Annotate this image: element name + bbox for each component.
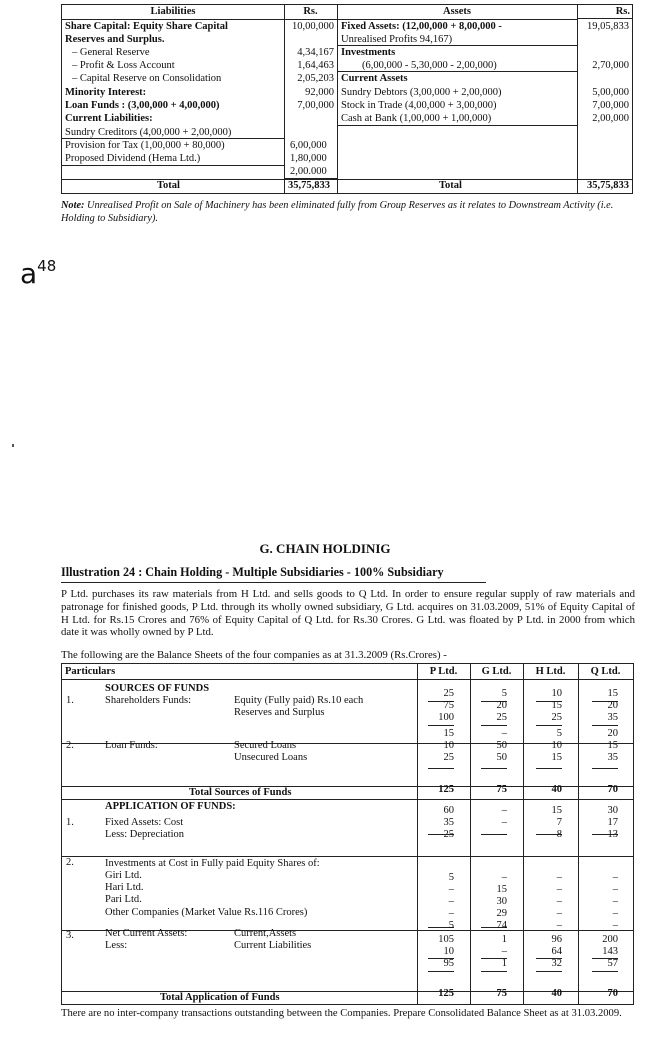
value-cell-nca: 32 <box>551 958 562 969</box>
row-number: 3. <box>66 930 74 941</box>
total-left: 35,75,833 <box>288 180 330 191</box>
secured-loans-label: Secured Loans <box>234 740 297 751</box>
value-cell-total-application: 40 <box>551 988 562 999</box>
value-cell-reserves: 20 <box>607 700 618 711</box>
sources-heading: SOURCES OF FUNDS <box>105 683 210 694</box>
page-number <box>20 250 56 290</box>
value-cell-pari: 30 <box>496 896 507 907</box>
value-cell-inv-total: 5 <box>448 920 454 931</box>
liability-amount: 1,80,000 <box>290 153 327 164</box>
header-liabilities: Liabilities <box>62 5 284 20</box>
value-cell-total-sources: 40 <box>551 784 562 795</box>
value-cell-hari: 15 <box>496 884 507 895</box>
value-cell-total-sources: 70 <box>607 784 618 795</box>
asset-label: Unrealised Profits 94,167) <box>341 34 453 45</box>
liability-amount: 2,00.000 <box>290 166 327 177</box>
col-header-particulars: Particulars <box>65 666 116 677</box>
section-title: G. CHAIN HOLDINIG <box>259 541 391 556</box>
application-heading: APPLICATION OF FUNDS: <box>105 801 236 812</box>
fixed-assets-label: Fixed Assets: Cost <box>105 817 184 828</box>
value-cell-fixed-cost: 30 <box>607 805 618 816</box>
asset-amount: 2,00,000 <box>592 113 629 124</box>
col-header-p-ltd: P Ltd. <box>429 666 458 677</box>
asset-label-fixed: Fixed Assets: (12,00,000 + 8,00,000 - <box>341 21 502 32</box>
liability-amount: 6,00,000 <box>290 140 327 151</box>
value-cell-total-sources: 75 <box>496 784 507 795</box>
value-cell-inv-total: 74 <box>496 920 507 931</box>
value-cell-loan-total: 35 <box>607 752 618 763</box>
value-cell-unsecured: 15 <box>607 740 618 751</box>
value-cell-secured: – <box>501 728 507 739</box>
value-cell-depreciation: 35 <box>443 817 454 828</box>
value-cell-total-application: 70 <box>607 988 618 999</box>
pari-label: Pari Ltd. <box>105 894 142 905</box>
liability-label: – Profit & Loss Account <box>72 60 175 71</box>
value-cell-nca: 1 <box>501 958 507 969</box>
value-cell-reserves: 15 <box>551 700 562 711</box>
company-balance-sheets-table <box>61 663 634 1005</box>
value-cell-secured: 20 <box>607 728 618 739</box>
giri-label: Giri Ltd. <box>105 870 142 881</box>
liability-amount: 7,00,000 <box>297 100 334 111</box>
value-cell-other: 29 <box>496 908 507 919</box>
liability-label: Proposed Dividend (Hema Ltd.) <box>65 153 201 164</box>
value-cell-fixed-net: – <box>501 829 507 840</box>
liability-label: – General Reserve <box>72 47 150 58</box>
value-cell-loan-total: 25 <box>443 752 454 763</box>
liability-label: Loan Funds : (3,00,000 + 4,00,000) <box>65 100 220 111</box>
col-header-q-ltd: Q Ltd. <box>590 666 621 677</box>
col-header-g-ltd: G Ltd. <box>481 666 512 677</box>
investments-label: Investments at Cost in Fully paid Equity Shares of: <box>105 858 320 869</box>
current-assets-label: Current,Assets <box>234 928 297 939</box>
total-sources-label: Total Sources of Funds <box>189 787 292 798</box>
value-cell-reserves: 20 <box>496 700 507 711</box>
value-cell-fixed-net: 8 <box>556 829 562 840</box>
value-cell-sh-total: 25 <box>496 712 507 723</box>
illustration-title: Illustration 24 : Chain Holding - Multiple Subsidiaries - 100% Subsidiary <box>61 565 444 579</box>
value-cell-total-sources: 125 <box>438 784 454 795</box>
value-cell-current-liab: – <box>501 946 507 957</box>
row-number: 2. <box>66 740 74 751</box>
asset-label: Sundry Debtors (3,00,000 + 2,00,000) <box>341 87 502 98</box>
liability-amount: 92,000 <box>305 87 334 98</box>
asset-label <box>341 20 502 33</box>
value-cell-other: – <box>612 908 618 919</box>
asset-label: Current Assets <box>341 73 408 84</box>
hari-label: Hari Ltd. <box>105 882 144 893</box>
value-cell-sh-total: 25 <box>551 712 562 723</box>
value-cell-pari: – <box>448 896 454 907</box>
value-cell-current-assets: 105 <box>438 934 454 945</box>
problem-paragraph: P Ltd. purchases its raw materials from H Ltd. and sells goods to Q Ltd. In order to ensure regular supply of raw materials and patronage for finished goods, P Ltd. through its wholly owned subsidiary, G Ltd. acquires on 31.03.2009, 51% of Equity Capital of H Ltd. for Rs.15 Crores and 76% of Equity Capital of Q Ltd. for Rs.30 Crores. G Ltd. was floated by P Ltd. in 2000 from which date it was wholly owned by P Ltd. <box>61 588 635 639</box>
value-cell-current-assets: 96 <box>551 934 562 945</box>
value-cell-current-assets: 200 <box>602 934 618 945</box>
value-cell-fixed-cost: 15 <box>551 805 562 816</box>
value-cell-other: – <box>448 908 454 919</box>
asset-amount: 7,00,000 <box>592 100 629 111</box>
value-cell-current-assets: 1 <box>501 934 507 945</box>
header-rs-left: Rs. <box>284 5 337 20</box>
other-companies-label: Other Companies (Market Value Rs.116 Crores) <box>105 907 308 918</box>
scan-speck <box>12 444 14 447</box>
value-cell-unsecured: 10 <box>443 740 454 751</box>
liability-label: Sundry Creditors (4,00,000 + 2,00,000) <box>65 127 232 138</box>
asset-label: Cash at Bank (1,00,000 + 1,00,000) <box>341 113 492 124</box>
value-cell-depreciation: 7 <box>556 817 562 828</box>
footer-text: There are no inter-company transactions outstanding between the Companies. Prepare Consolidated Balance Sheet as at 31.03.2009. <box>61 1008 622 1019</box>
liability-label: Minority Interest: <box>65 87 147 98</box>
liability-label: Current Liabilities: <box>65 113 153 124</box>
page-number-sup: 48 <box>37 257 57 275</box>
header-rs-right: Rs. <box>577 5 632 19</box>
asset-label: Stock in Trade (4,00,000 + 3,00,000) <box>341 100 497 111</box>
total-application-label: Total Application of Funds <box>160 992 280 1003</box>
total-right: 35,75,833 <box>587 180 629 191</box>
illustration-underline <box>61 582 486 583</box>
value-cell-inv-total: – <box>612 920 618 931</box>
value-cell-giri: – <box>501 872 507 883</box>
value-cell-current-liab: 10 <box>443 946 454 957</box>
asset-label: Investments <box>341 47 396 58</box>
total-label-left: Total <box>157 180 180 191</box>
value-cell-secured: 5 <box>556 728 562 739</box>
value-cell-hari: – <box>556 884 562 895</box>
liability-amount: 10,00,000 <box>292 21 334 32</box>
col-header-h-ltd: H Ltd. <box>535 666 566 677</box>
consolidated-balance-sheet <box>61 4 633 194</box>
value-cell-depreciation: 17 <box>607 817 618 828</box>
value-cell-reserves: 75 <box>443 700 454 711</box>
value-cell-current-liab: 64 <box>551 946 562 957</box>
value-cell-equity: 5 <box>501 688 507 699</box>
note-prefix: Note: <box>61 200 85 211</box>
value-cell-giri: – <box>612 872 618 883</box>
value-cell-total-application: 75 <box>496 988 507 999</box>
reserves-label: Reserves and Surplus <box>234 707 325 718</box>
value-cell-giri: 5 <box>448 872 454 883</box>
current-liabilities-label: Current Liabilities <box>234 940 312 951</box>
value-cell-fixed-net: 25 <box>443 829 454 840</box>
page-number-base: a <box>20 257 38 290</box>
equity-label: Equity (Fully paid) Rs.10 each <box>234 695 364 706</box>
total-label-right: Total <box>439 180 462 191</box>
asset-amount: 19,05,833 <box>587 21 629 32</box>
liability-amount: 2,05,203 <box>297 73 334 84</box>
value-cell-nca: 95 <box>443 958 454 969</box>
value-cell-hari: – <box>612 884 618 895</box>
following-line: The following are the Balance Sheets of the four companies as at 31.3.2009 (Rs.Crores) - <box>61 649 447 661</box>
asset-amount: 5,00,000 <box>592 87 629 98</box>
row-number: 1. <box>66 695 74 706</box>
value-cell-unsecured: 10 <box>551 740 562 751</box>
asset-label: (6,00,000 - 5,30,000 - 2,00,000) <box>362 60 497 71</box>
value-cell-equity: 15 <box>607 688 618 699</box>
asset-amount: 2,70,000 <box>592 60 629 71</box>
value-cell-nca: 57 <box>607 958 618 969</box>
value-cell-sh-total: 35 <box>607 712 618 723</box>
value-cell-inv-total: – <box>556 920 562 931</box>
value-cell-equity: 10 <box>551 688 562 699</box>
header-assets: Assets <box>337 5 577 20</box>
value-cell-pari: – <box>556 896 562 907</box>
value-cell-giri: – <box>556 872 562 883</box>
row-number: 2. <box>66 857 74 868</box>
value-cell-total-application: 125 <box>438 988 454 999</box>
value-cell-secured: 15 <box>443 728 454 739</box>
value-cell-fixed-cost: 60 <box>443 805 454 816</box>
less-label: Less: <box>105 940 128 951</box>
value-cell-sh-total: 100 <box>438 712 454 723</box>
value-cell-other: – <box>556 908 562 919</box>
value-cell-pari: – <box>612 896 618 907</box>
note-text: Unrealised Profit on Sale of Machinery has been eliminated fully from Group Reserves as it relates to Downstream Activity (i.e. Holding to Subsidiary). <box>61 200 614 224</box>
value-cell-hari: – <box>448 884 454 895</box>
note <box>61 199 636 225</box>
value-cell-depreciation: – <box>501 817 507 828</box>
value-cell-unsecured: 50 <box>496 740 507 751</box>
liability-label: Share Capital: Equity Share Capital <box>65 21 228 32</box>
value-cell-equity: 25 <box>443 688 454 699</box>
row-number: 1. <box>66 817 74 828</box>
value-cell-current-liab: 143 <box>602 946 618 957</box>
value-cell-fixed-cost: – <box>501 805 507 816</box>
liability-label: Reserves and Surplus. <box>65 34 165 45</box>
value-cell-fixed-net: 13 <box>607 829 618 840</box>
liability-label: – Capital Reserve on Consolidation <box>72 73 222 84</box>
shareholders-funds-label: Shareholders Funds: <box>105 695 192 706</box>
value-cell-loan-total: 50 <box>496 752 507 763</box>
liability-amount: 1,64,463 <box>297 60 334 71</box>
net-current-assets-label: Net Current Assets: <box>105 928 188 939</box>
unsecured-loans-label: Unsecured Loans <box>234 752 308 763</box>
liability-label: Provision for Tax (1,00,000 + 80,000) <box>65 140 225 151</box>
value-cell-loan-total: 15 <box>551 752 562 763</box>
loan-funds-label: Loan Funds: <box>105 740 158 751</box>
depreciation-label: Less: Depreciation <box>105 829 185 840</box>
liability-amount: 4,34,167 <box>297 47 334 58</box>
